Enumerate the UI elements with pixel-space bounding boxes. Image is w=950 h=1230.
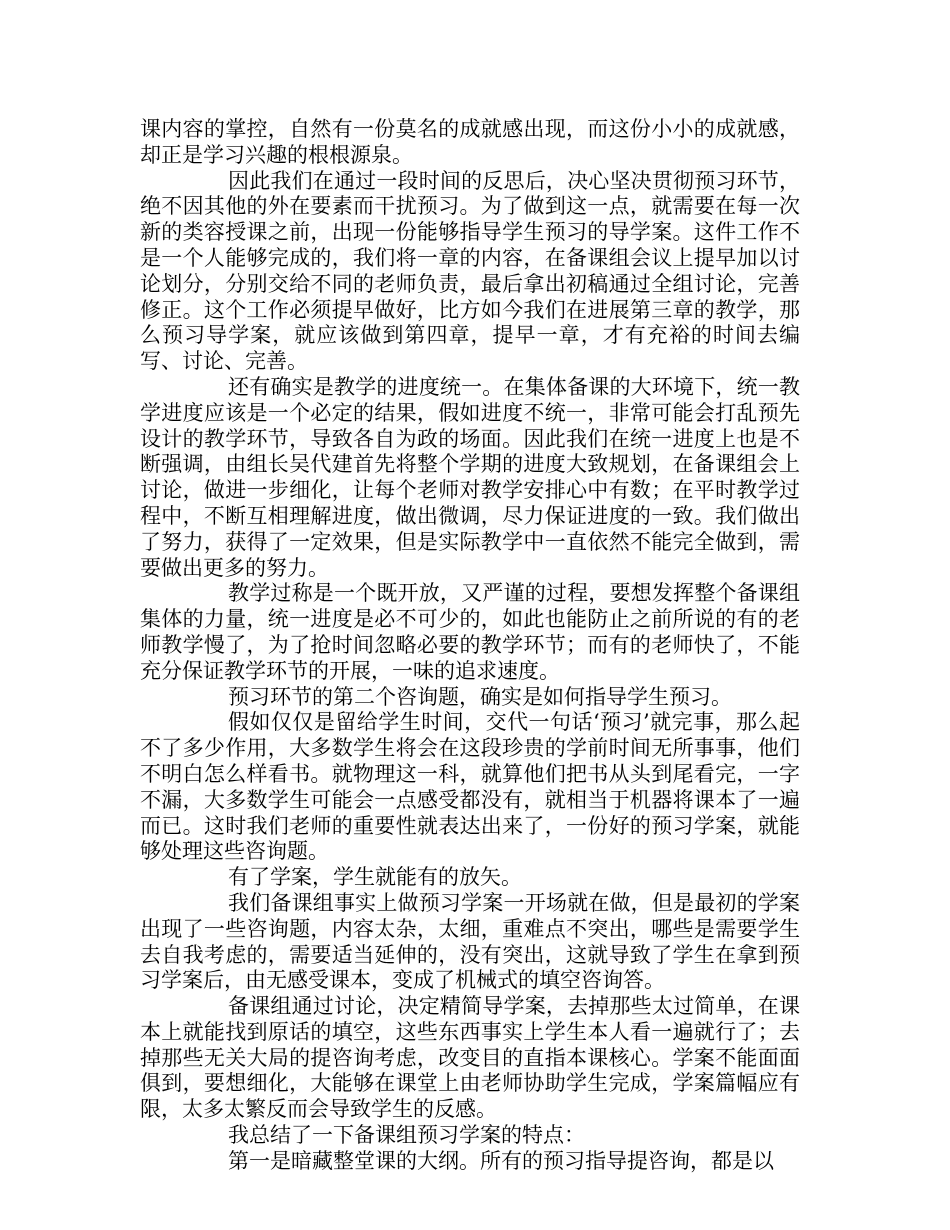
paragraph-6: 假如仅仅是留给学生时间，交代一句话‘预习’就完事，那么起不了多少作用，大多数学生将会在这段珍贵的学前时间无所事事，他们不明白怎么样看书。就物理这一科，就算他们把书从头到尾看完，一字不漏，大多数学生可能会一点感受都没有，就相当于机器将课本了一遍而已。这时我们老师的重要性就表达出来了，一份好的预习学案，就能够处理这些咨询题。: [140, 710, 800, 864]
paragraph-2: 因此我们在通过一段时间的反思后，决心坚决贯彻预习环节，绝不因其他的外在要素而干扰预习。为了做到这一点，就需要在每一次新的类容授课之前，出现一份能够指导学生预习的导学案。这件工作不是一个人能够完成的，我们将一章的内容，在备课组会议上提早加以讨论划分，分别交给不同的老师负责，最后拿出初稿通过全组讨论，完善修正。这个工作必须提早做好，比方如今我们在进展第三章的教学，那么预习导学案，就应该做到第四章，提早一章，才有充裕的时间去编写、讨论、完善。: [140, 168, 800, 374]
paragraph-11: 第一是暗藏整堂课的大纲。所有的预习指导提咨询，都是以: [228, 1148, 774, 1173]
paragraph-1: 课内容的掌控，自然有一份莫名的成就感出现，而这份小小的成就感，却正是学习兴趣的根根源泉。: [140, 117, 800, 167]
document-body: [140, 117, 800, 1175]
paragraph-10: 我总结了一下备课组预习学案的特点：: [228, 1123, 585, 1148]
paragraph-4: 教学过称是一个既开放，又严谨的过程，要想发挥整个备课组集体的力量，统一进度是必不可少的，如此也能防止之前所说的有的老师教学慢了，为了抢时间忽略必要的教学环节；而有的老师快了，不能充分保证教学环节的开展，一味的追求速度。: [140, 581, 800, 683]
paragraph-9: 备课组通过讨论，决定精简导学案，去掉那些太过简单，在课本上就能找到原话的填空，这些东西事实上学生本人看一遍就行了；去掉那些无关大局的提咨询考虑，改变目的直指本课核心。学案不能面面俱到，要想细化，大能够在课堂上由老师协助学生完成，学案篇幅应有限，太多太繁反而会导致学生的反感。: [140, 994, 800, 1122]
paragraph-5: 预习环节的第二个咨询题，确实是如何指导学生预习。: [228, 684, 732, 709]
paragraph-7: 有了学案，学生就能有的放矢。: [228, 865, 522, 890]
paragraph-8: 我们备课组事实上做预习学案一开场就在做，但是最初的学案出现了一些咨询题，内容太杂，太细，重难点不突出，哪些是需要学生去自我考虑的，需要适当延伸的，没有突出，这就导致了学生在拿到预习学案后，由无感受课本，变成了机械式的填空咨询答。: [140, 890, 800, 993]
paragraph-3: 还有确实是教学的进度统一。在集体备课的大环境下，统一教学进度应该是一个必定的结果，假如进度不统一，非常可能会打乱预先设计的教学环节，导致各自为政的场面。因此我们在统一进度上也是不断强调，由组长吴代建首先将整个学期的进度大致规划，在备课组会上讨论，做进一步细化，让每个老师对教学安排心中有数；在平时教学过程中，不断互相理解进度，做出微调，尽力保证进度的一致。我们做出了努力，获得了一定效果，但是实际教学中一直依然不能完全做到，需要做出更多的努力。: [140, 374, 800, 580]
